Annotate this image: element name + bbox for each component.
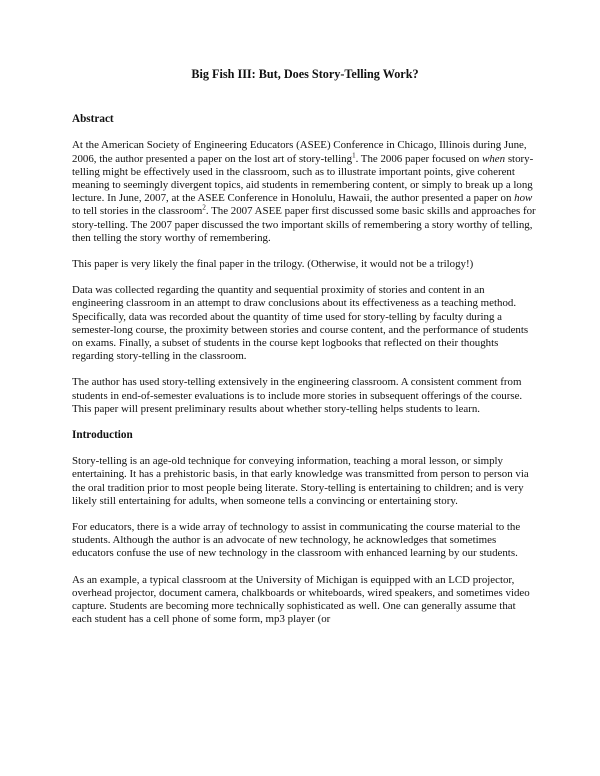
text-run: . The 2007 ASEE paper first discussed some basic skills and approaches for story-telling. The 2007 paper discussed the two important skills of remembering a story worthy of telling, then telling the story worthy of remembering.	[72, 205, 536, 244]
emphasis-how: how	[514, 192, 533, 205]
text-run: At the American Society of Engineering Educators (ASEE) Conference in Chicago, Illinois during June, 2006, the author presented a paper on the lost art of story-telling	[72, 139, 527, 165]
abstract-paragraph-4: The author has used story-telling extensively in the engineering classroom. A consistent comment from students in end-of-semester evaluations is to include more stories in subsequent offerings of the course. This paper will present preliminary results about whether story-telling helps students to learn.	[72, 376, 523, 415]
text-run: to tell stories in the classroom	[72, 205, 203, 218]
intro-paragraph-2: For educators, there is a wide array of technology to assist in communicating the course material to the students. Although the author is an advocate of new technology, he acknowledges that sometimes educators confuse the use of new technology in the classroom with enhanced learning by our students.	[72, 521, 521, 560]
paper-title: Big Fish III: But, Does Story-Telling Work?	[191, 67, 419, 81]
intro-paragraph-3: As an example, a typical classroom at the University of Michigan is equipped with an LCD projector, overhead projector, document camera, chalkboards or whiteboards, wired speakers, and sometimes video capture. Students are becoming more technically sophisticated as well. One can generally assume that each student has a cell phone of some form, mp3 player (or	[72, 573, 530, 626]
abstract-heading: Abstract	[72, 113, 114, 126]
footnote-ref-2: 2	[202, 203, 206, 212]
introduction-heading: Introduction	[72, 429, 133, 442]
abstract-paragraph-2: This paper is very likely the final paper in the trilogy. (Otherwise, it would not be a trilogy!)	[72, 258, 474, 271]
emphasis-when: when	[482, 152, 506, 165]
abstract-paragraph-3: Data was collected regarding the quantity and sequential proximity of stories and content in an engineering classroom in an attempt to draw conclusions about its effectiveness as a teaching method. Specifically, data was recorded about the quantity of time used for story-telling by faculty during a semester-long course, the proximity between stories and course content, and the performance of students on exams. Finally, a subset of students in the course kept logbooks that reflected on their thoughts regarding story-telling in the classroom.	[72, 284, 529, 363]
footnote-ref-1: 1	[352, 150, 356, 159]
intro-paragraph-1: Story-telling is an age-old technique for conveying information, teaching a moral lesson, or simply entertaining. It has a prehistoric basis, in that early knowledge was transmitted from person to person via the oral tradition prior to most people being literate. Story-telling is entertaining to children; and is very likely still entertaining for adults, when someone tells a convincing or entertaining story.	[72, 455, 529, 507]
abstract-paragraph-1	[72, 139, 538, 245]
text-run: . The 2006 paper focused on	[355, 152, 483, 165]
text-run: story-telling might be effectively used in the classroom, such as to illustrate important points, give coherent meaning to seemingly divergent topics, aid students in remembering content, or simply to break up a long lecture. In June, 2007, at the ASEE Conference in Honolulu, Hawaii, the author presented a paper on	[72, 152, 534, 205]
